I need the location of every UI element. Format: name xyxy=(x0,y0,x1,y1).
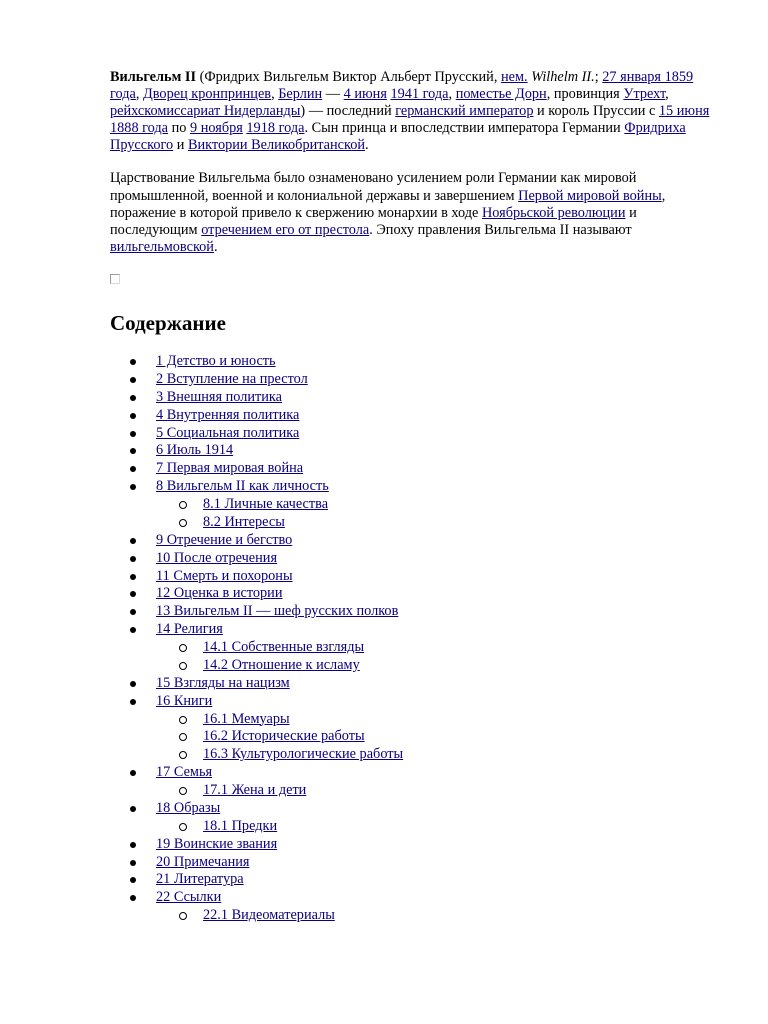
circle-bullet-icon xyxy=(179,912,187,920)
inline-link[interactable]: 27 января 1859 года xyxy=(110,69,694,103)
toc-link[interactable]: 16.2 Исторические работы xyxy=(203,728,365,745)
broken-image-icon xyxy=(110,274,120,284)
toc-item xyxy=(110,603,403,621)
toc-link[interactable]: 17 Семья xyxy=(156,764,213,781)
toc-item xyxy=(110,478,403,496)
toc-link[interactable]: 2 Вступление на престол xyxy=(156,370,308,387)
toc-item xyxy=(110,550,403,568)
toc-link[interactable]: 10 После отречения xyxy=(156,549,278,566)
bullet-icon xyxy=(130,860,136,866)
inline-link[interactable]: Дворец кронпринцев xyxy=(143,86,272,103)
toc-item xyxy=(110,836,403,854)
text-run: . Сын принца и впоследствии императора Германии xyxy=(304,120,625,137)
inline-link[interactable]: 1888 года xyxy=(110,120,169,137)
circle-bullet-icon xyxy=(179,823,187,831)
toc-subitem xyxy=(110,639,403,657)
toc-item xyxy=(110,621,403,639)
toc-link[interactable]: 16.1 Мемуары xyxy=(203,710,290,727)
article-subject: Вильгельм II xyxy=(110,69,197,85)
toc-subitem xyxy=(110,746,403,764)
toc-item xyxy=(110,585,403,603)
toc-link[interactable]: 19 Воинские звания xyxy=(156,835,278,852)
toc-link[interactable]: 3 Внешняя политика xyxy=(156,388,283,405)
toc-subitem xyxy=(110,514,403,532)
circle-bullet-icon xyxy=(179,519,187,527)
toc-link[interactable]: 13 Вильгельм II — шеф русских полков xyxy=(156,603,399,620)
inline-link[interactable]: 4 июня xyxy=(343,86,387,103)
toc-link[interactable]: 18.1 Предки xyxy=(203,817,278,834)
bullet-icon xyxy=(130,877,136,883)
circle-bullet-icon xyxy=(179,751,187,759)
bullet-icon xyxy=(130,484,136,490)
toc-link[interactable]: 8 Вильгельм II как личность xyxy=(156,478,329,495)
inline-link[interactable]: Утрехт xyxy=(623,86,666,103)
circle-bullet-icon xyxy=(179,662,187,670)
toc-link[interactable]: 21 Литература xyxy=(156,871,244,888)
bullet-icon xyxy=(130,466,136,472)
bullet-icon xyxy=(130,609,136,615)
text-run: . xyxy=(213,238,218,255)
inline-link[interactable]: рейхскомиссариат Нидерланды xyxy=(110,103,301,120)
inline-link[interactable]: Виктории Великобританской xyxy=(187,137,366,154)
text-run: и король Пруссии с xyxy=(533,103,659,120)
text-run: . Эпоху правления Вильгельма II называют xyxy=(369,221,632,238)
toc-link[interactable]: 5 Социальная политика xyxy=(156,424,300,441)
bullet-icon xyxy=(130,395,136,401)
inline-link[interactable]: Ноябрьской революции xyxy=(481,204,626,221)
foreign-name: Wilhelm II. xyxy=(531,69,595,85)
inline-link[interactable]: отречением его от престола xyxy=(201,221,370,238)
toc-link[interactable]: 18 Образы xyxy=(156,799,221,816)
bullet-icon xyxy=(130,359,136,365)
inline-link[interactable]: 15 июня xyxy=(658,103,710,120)
bullet-icon xyxy=(130,591,136,597)
toc-link[interactable]: 14.1 Собственные взгляды xyxy=(203,639,365,655)
toc-item xyxy=(110,568,403,586)
toc-item xyxy=(110,800,403,818)
toc-link[interactable]: 8.1 Личные качества xyxy=(203,496,329,512)
text-run: ; xyxy=(594,69,603,85)
intro-paragraph-1 xyxy=(110,69,720,154)
text-run: , xyxy=(271,86,279,103)
inline-link[interactable]: германский император xyxy=(395,103,534,120)
bullet-icon xyxy=(130,895,136,901)
text-run: и последующим xyxy=(110,204,637,238)
bullet-icon xyxy=(130,770,136,776)
toc-link[interactable]: 1 Детство и юность xyxy=(156,353,276,369)
text-run: , xyxy=(665,86,669,103)
circle-bullet-icon xyxy=(179,501,187,509)
toc-link[interactable]: 16 Книги xyxy=(156,692,213,709)
toc-subitem xyxy=(110,818,403,836)
text-run: (Фридрих Вильгельм Виктор Альберт Прусский, xyxy=(196,69,501,85)
toc-subitem xyxy=(110,496,403,514)
toc-link[interactable]: 20 Примечания xyxy=(156,853,250,870)
toc-item xyxy=(110,407,403,425)
bullet-icon xyxy=(130,806,136,812)
bullet-icon xyxy=(130,627,136,633)
inline-link[interactable]: Первой мировой войны xyxy=(518,187,662,204)
inline-link[interactable]: вильгельмовской xyxy=(110,238,214,255)
toc-link[interactable]: 7 Первая мировая война xyxy=(156,460,304,477)
toc-item xyxy=(110,353,403,371)
bullet-icon xyxy=(130,413,136,419)
toc-link[interactable]: 6 Июль 1914 xyxy=(156,442,234,459)
bullet-icon xyxy=(130,377,136,383)
text-run: и xyxy=(173,137,188,154)
toc-item xyxy=(110,389,403,407)
article-intro xyxy=(110,69,720,256)
bullet-icon xyxy=(130,538,136,544)
toc-item xyxy=(110,693,403,711)
toc-link[interactable]: 11 Смерть и похороны xyxy=(156,567,293,584)
toc-subitem xyxy=(110,907,403,925)
toc-item xyxy=(110,532,403,550)
toc-link[interactable]: 14.2 Отношение к исламу xyxy=(203,656,360,673)
toc-link[interactable]: 14 Религия xyxy=(156,621,223,638)
toc-item xyxy=(110,871,403,889)
text-run: ) — последний xyxy=(300,103,396,120)
inline-link[interactable]: Фридриха Прусского xyxy=(110,120,686,154)
text-run: , провинция xyxy=(546,86,624,103)
toc-link[interactable]: 22 Ссылки xyxy=(156,889,222,906)
toc-item xyxy=(110,675,403,693)
toc-title: Содержание xyxy=(110,311,226,335)
toc-link[interactable]: 12 Оценка в истории xyxy=(156,585,283,602)
inline-link[interactable]: 9 ноября xyxy=(190,120,243,137)
inline-link[interactable]: 1941 года xyxy=(390,86,449,103)
toc-item xyxy=(110,425,403,443)
intro-paragraph-2 xyxy=(110,170,720,255)
toc-link[interactable]: 8.2 Интересы xyxy=(203,513,285,530)
toc-link[interactable]: 9 Отречение и бегство xyxy=(156,531,293,548)
toc-item xyxy=(110,889,403,907)
text-run: , xyxy=(448,86,456,103)
toc-link[interactable]: 17.1 Жена и дети xyxy=(203,782,307,798)
toc-link[interactable]: 4 Внутренняя политика xyxy=(156,406,300,423)
toc-subitem xyxy=(110,657,403,675)
circle-bullet-icon xyxy=(179,733,187,741)
table-of-contents xyxy=(110,353,403,925)
bullet-icon xyxy=(130,699,136,705)
toc-item xyxy=(110,442,403,460)
toc-item xyxy=(110,764,403,782)
toc-link[interactable]: 22.1 Видеоматериалы xyxy=(203,907,335,924)
toc-item xyxy=(110,460,403,478)
toc-subitem xyxy=(110,711,403,729)
inline-link[interactable]: поместье Дорн xyxy=(455,86,547,103)
toc-subitem xyxy=(110,728,403,746)
text-run: Царствование Вильгельма было ознаменовано усилением роли Германии как мировой промышленной, военной и колониальной державы и завершением xyxy=(110,170,637,204)
circle-bullet-icon xyxy=(179,716,187,724)
inline-link[interactable]: 1918 года xyxy=(246,120,305,137)
inline-link[interactable]: нем. xyxy=(501,69,528,85)
bullet-icon xyxy=(130,681,136,687)
toc-subitem xyxy=(110,782,403,800)
text-run: , xyxy=(135,86,144,103)
circle-bullet-icon xyxy=(179,644,187,652)
toc-item xyxy=(110,371,403,389)
text-run: . xyxy=(365,137,369,154)
inline-link[interactable]: Берлин xyxy=(278,86,323,103)
bullet-icon xyxy=(130,448,136,454)
bullet-icon xyxy=(130,556,136,562)
bullet-icon xyxy=(130,431,136,437)
bullet-icon xyxy=(130,574,136,580)
text-run: — xyxy=(322,86,344,103)
toc-link[interactable]: 15 Взгляды на нацизм xyxy=(156,674,290,691)
text-run: , поражение в которой привело к свержению монархии в ходе xyxy=(110,187,666,221)
toc-item xyxy=(110,854,403,872)
circle-bullet-icon xyxy=(179,787,187,795)
bullet-icon xyxy=(130,842,136,848)
toc-link[interactable]: 16.3 Культурологические работы xyxy=(203,746,404,763)
text-run: по xyxy=(168,120,190,137)
